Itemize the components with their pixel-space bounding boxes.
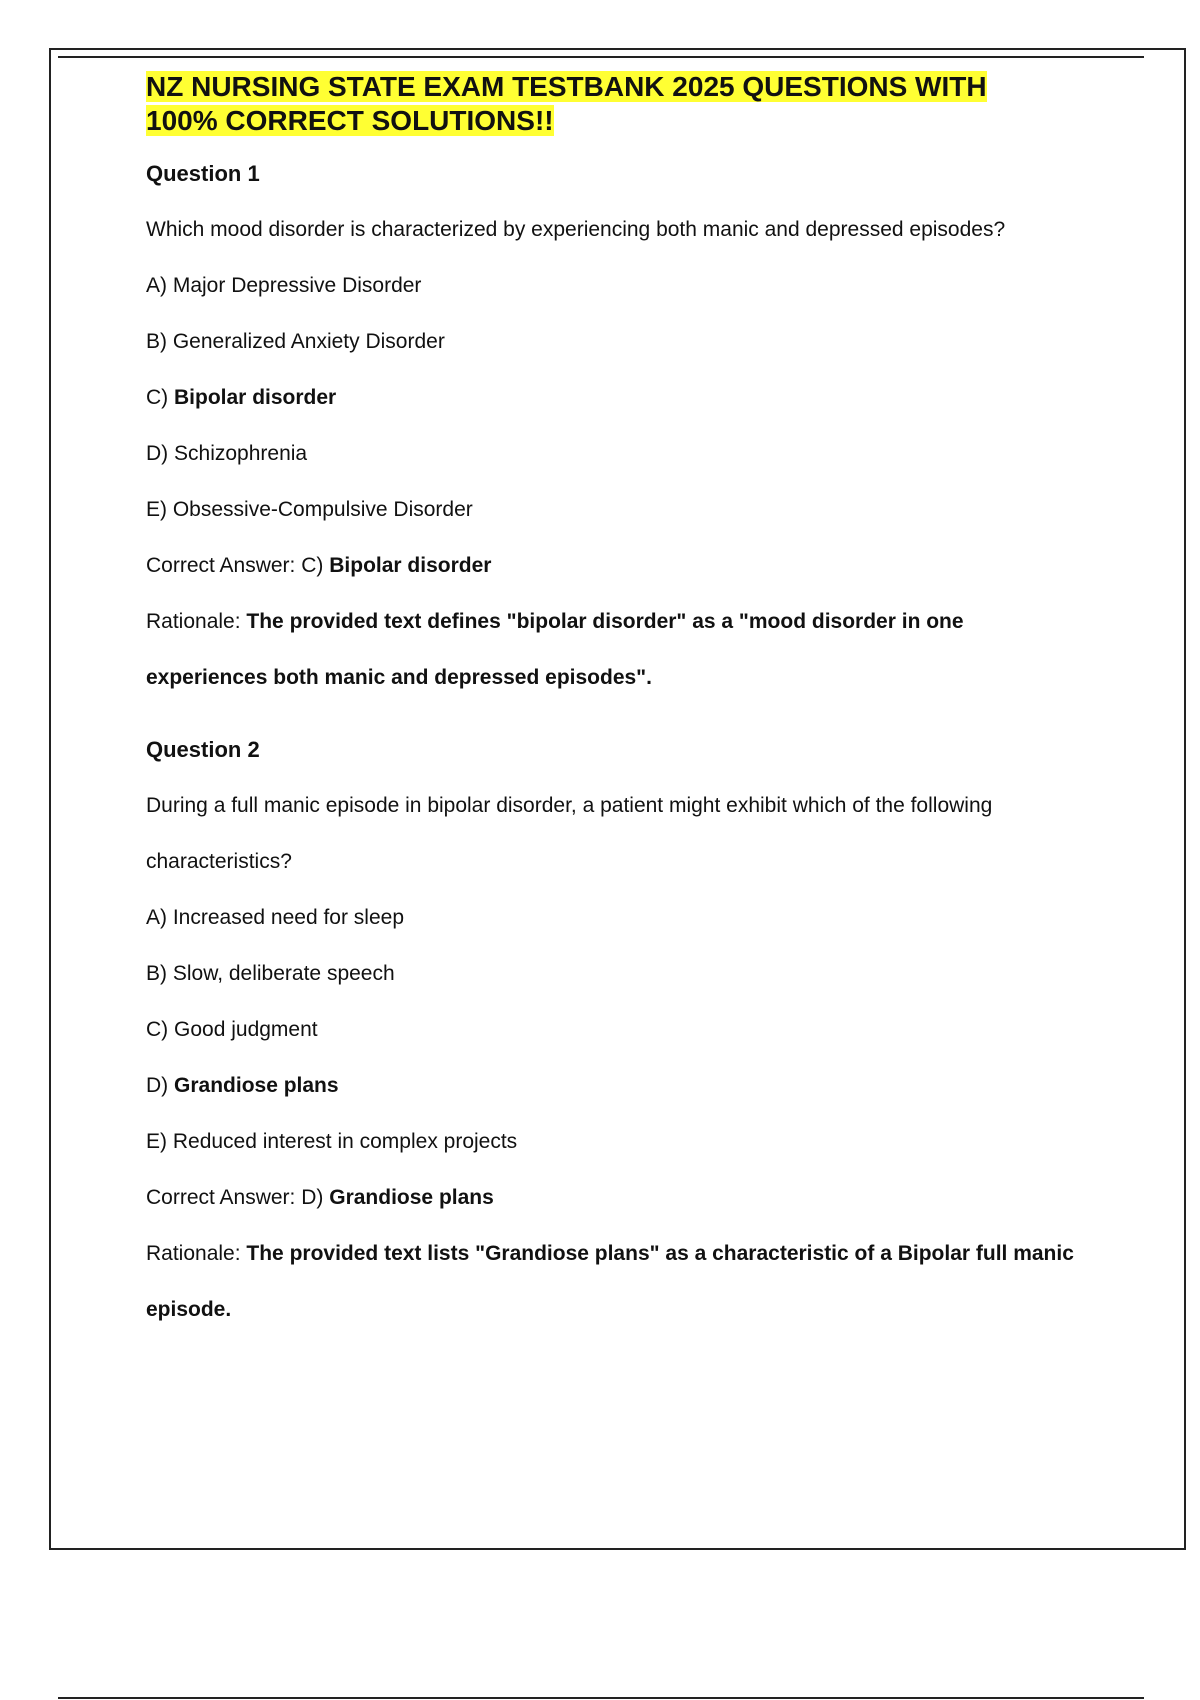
option-d <box>146 1072 1086 1100</box>
correct-answer-text: Bipolar disorder <box>329 554 492 577</box>
question-2 <box>146 736 1086 1338</box>
correct-answer-letter: D) <box>301 1186 324 1209</box>
option-text: Slow, deliberate speech <box>172 962 395 985</box>
rationale <box>146 1226 1086 1338</box>
rationale-label: Rationale: <box>146 1242 241 1265</box>
option-e <box>146 1128 1086 1156</box>
option-text: Grandiose plans <box>174 1074 339 1097</box>
option-letter: E) <box>146 498 167 521</box>
option-letter: A) <box>146 274 167 297</box>
rationale-label: Rationale: <box>146 610 241 633</box>
correct-answer-label: Correct Answer: <box>146 1186 296 1209</box>
option-text: Major Depressive Disorder <box>172 274 422 297</box>
option-c <box>146 1016 1086 1044</box>
correct-answer-letter: C) <box>301 554 324 577</box>
option-text: Bipolar disorder <box>174 386 337 409</box>
title-line-2: 100% CORRECT SOLUTIONS!! <box>146 105 554 136</box>
correct-answer-text: Grandiose plans <box>329 1186 494 1209</box>
option-text: Generalized Anxiety Disorder <box>172 330 445 353</box>
option-a <box>146 272 1086 300</box>
option-letter: B) <box>146 330 167 353</box>
option-d <box>146 440 1086 468</box>
correct-answer-label: Correct Answer: <box>146 554 296 577</box>
option-text: Good judgment <box>174 1018 318 1041</box>
rationale <box>146 594 1086 706</box>
document-body <box>146 70 1086 1338</box>
document-title <box>146 70 1086 138</box>
option-b <box>146 328 1086 356</box>
option-letter: D) <box>146 442 169 465</box>
option-letter: B) <box>146 962 167 985</box>
option-letter: A) <box>146 906 167 929</box>
question-text: During a full manic episode in bipolar disorder, a patient might exhibit which of the following characteristics? <box>146 794 993 873</box>
question-heading: Question 2 <box>146 737 260 762</box>
title-line-1: NZ NURSING STATE EXAM TESTBANK 2025 QUESTIONS WITH <box>146 71 987 102</box>
rationale-text: The provided text lists "Grandiose plans" as a characteristic of a Bipolar full manic episode. <box>146 1242 1074 1321</box>
question-heading: Question 1 <box>146 161 260 186</box>
option-text: Reduced interest in complex projects <box>172 1130 518 1153</box>
rationale-text: The provided text defines "bipolar disorder" as a "mood disorder in one experiences both manic and depressed episodes". <box>146 610 964 689</box>
option-letter: D) <box>146 1074 169 1097</box>
option-e <box>146 496 1086 524</box>
option-a <box>146 904 1086 932</box>
correct-answer <box>146 1184 1086 1212</box>
correct-answer <box>146 552 1086 580</box>
question-text: Which mood disorder is characterized by experiencing both manic and depressed episodes? <box>146 218 1006 241</box>
option-c <box>146 384 1086 412</box>
bottom-rule <box>58 1697 1144 1699</box>
option-letter: E) <box>146 1130 167 1153</box>
option-text: Schizophrenia <box>174 442 308 465</box>
option-letter: C) <box>146 386 169 409</box>
question-1 <box>146 160 1086 706</box>
option-text: Increased need for sleep <box>172 906 404 929</box>
option-letter: C) <box>146 1018 169 1041</box>
option-text: Obsessive-Compulsive Disorder <box>172 498 473 521</box>
option-b <box>146 960 1086 988</box>
